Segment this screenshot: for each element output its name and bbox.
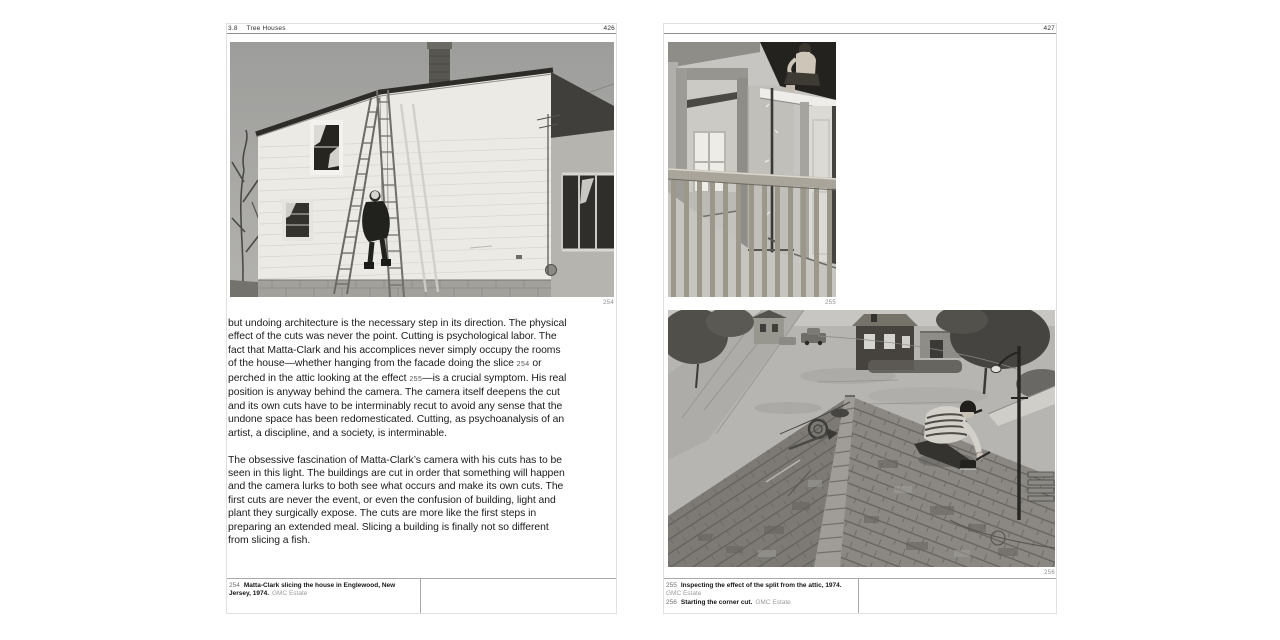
figure-ref-255: 255 (409, 375, 423, 383)
figure-255-photo (668, 42, 836, 297)
caption-256-title: Starting the corner cut. (680, 598, 753, 606)
page-number-427: 427 (1043, 25, 1055, 32)
figure-254-number: 254 (603, 300, 614, 306)
running-head-text (228, 24, 286, 33)
caption-255-number: 255 (666, 582, 677, 589)
figure-254-photo (230, 42, 614, 297)
paragraph-2: The obsessive fascination of Matta-Clark’s camera with his cuts has to be seen in this light. The buildings are cut in order that something will happen and the camera lurks to both see what occurs and make its own cuts. The first cuts are never the event, or even the confusion of building, light and plant they surgically expose. The cuts are more like the first steps in preparing an extended meal. Slicing a building is finally not so different from slicing a fish. (228, 454, 565, 547)
house-facade-illustration (230, 42, 614, 297)
page-426 (226, 23, 617, 614)
paragraph-1-text: but undoing architecture is the necessary step in its direction. The physical effect of the cuts was never the point. Cutting is psychological labor. The fact that Matta-Clark and his accomplices never simply occupy the rooms of the house—whether hanging from the facade doing the slice (228, 318, 567, 370)
paragraph-1-text: or perched in the attic looking at the effect (228, 358, 542, 384)
caption-cell-empty-right (859, 579, 1056, 613)
attic-interior-illustration (668, 42, 836, 297)
page-427 (663, 23, 1057, 614)
caption-256-number: 256 (666, 598, 677, 606)
figure-256-photo (668, 310, 1055, 567)
captions-255-256 (664, 579, 859, 613)
caption-256 (666, 599, 853, 607)
figure-ref-254: 254 (516, 361, 530, 369)
running-head-right (664, 24, 1056, 34)
paragraph-1 (228, 317, 567, 440)
paragraph-1-text: —is a crucial symptom. His real position is anyway behind the camera. The camera itself deepens the cut and its own cuts have to be interminably recut to avoid any sense that the undone space has been redomesticated. Cutting, as psychoanalysis of an artist, a discipline, and a society, is interminable. (228, 372, 567, 439)
chapter-number: 3.8 (228, 25, 238, 32)
body-text-column (228, 317, 567, 548)
caption-box-left (227, 578, 616, 613)
page-number-426: 426 (603, 25, 615, 32)
caption-254 (227, 579, 421, 613)
caption-255-credit: GMC Estate (666, 590, 702, 598)
caption-256-credit: GMC Estate (755, 598, 791, 606)
chapter-title: Tree Houses (246, 25, 286, 32)
caption-254-credit: GMC Estate (272, 590, 308, 598)
caption-box-right (664, 578, 1056, 613)
roof-corner-cut-illustration (668, 310, 1055, 567)
figure-255-number: 255 (825, 300, 836, 306)
caption-255 (666, 582, 853, 599)
caption-cell-empty-left (421, 579, 616, 613)
caption-255-title: Inspecting the effect of the split from the attic, 1974. (680, 582, 842, 589)
running-head-left (227, 24, 616, 34)
caption-254-number: 254 (229, 582, 240, 589)
figure-256-number: 256 (1044, 570, 1055, 576)
caption-254-title: Matta-Clark slicing the house in Englewood, New Jersey, 1974. (229, 582, 396, 598)
